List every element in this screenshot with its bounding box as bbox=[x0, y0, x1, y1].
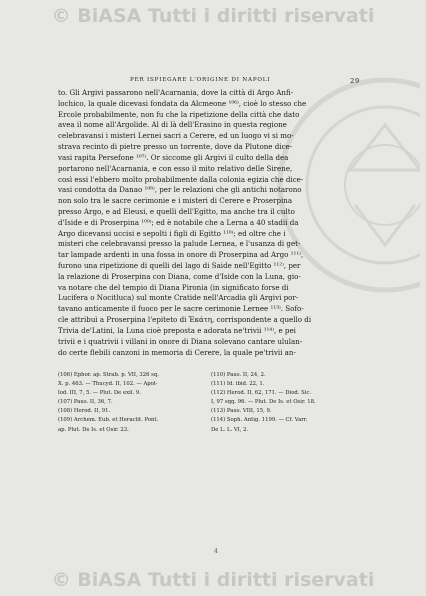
footnote-line: (113) Paus. VIII, 15, 9. bbox=[211, 408, 272, 415]
footnote-line: (112) Herod. II, 62, 171. — Diod. Sic. bbox=[211, 390, 312, 397]
text-line: lochico, la quale dicevasi fondata da Alcmeone ¹⁰⁶⁾, cioè lo stesso che bbox=[58, 98, 307, 108]
text-line: avea il nome all'Argolide. Al di là dell'Erasino in questa regione bbox=[58, 120, 287, 130]
footnotes-left-column bbox=[58, 371, 207, 435]
footnote-line: De L. L. VI, 2. bbox=[211, 426, 249, 433]
text-line: trivii e i quatrivii i villani in onore di Diana solevano cantare ululan- bbox=[58, 336, 303, 346]
text-line: presso Argo, e ad Eleusi, e quelli dell'Egitto, ma anche tra il culto bbox=[58, 206, 295, 216]
text-line: furono una ripetizione di quelli del lago di Saide nell'Egitto ¹¹²⁾, per bbox=[58, 261, 301, 270]
text-line: va notare che del tempio di Diana Pironia (in significato forse di bbox=[58, 282, 289, 292]
text-line: tar lampade ardenti in una fossa in onore di Proserpina ad Argo ¹¹¹⁾, bbox=[58, 250, 304, 260]
text-line: strava recinto di pietre presso un torrente, dove da Plutone dice- bbox=[58, 142, 293, 152]
text-line: Ercole probabilmente, non fu che la ripetizione della città che dato bbox=[58, 109, 300, 119]
watermark-bottom: © BiASA Tutti i diritti riservati bbox=[51, 569, 375, 591]
footnote-line: (111) Id. ibid. 22, 1. bbox=[211, 381, 265, 388]
running-title: PER ISPIEGARE L'ORIGINE DI NAPOLI bbox=[130, 77, 271, 83]
text-line: così essi l'ebbero molto probabilmente dalla colonia egizia che dice- bbox=[58, 174, 304, 184]
text-line: Argo dicevansi uccisi e sepolti i figli di Egitto ¹¹⁰⁾; ed oltre che i bbox=[58, 228, 286, 238]
footnote-line: ap. Plut. De Is. et Osir. 23. bbox=[58, 426, 129, 433]
page-header bbox=[58, 77, 360, 87]
footnote-line: lod. III, 7, 5. — Plut. De exil. 9. bbox=[58, 390, 141, 397]
signature-mark: 4 bbox=[214, 548, 218, 555]
text-line: misteri che celebravansi presso la palude Lernea, e l'usanza di get- bbox=[58, 239, 301, 249]
footnote-line: (109) Archem. Eub. et Heraclit. Pont. bbox=[58, 417, 159, 424]
text-line: d'Iside e di Proserpina ¹⁰⁹⁾; ed è notabile che a Lerna a 40 stadii da bbox=[58, 217, 299, 227]
text-line: vasi rapita Persefone ¹⁰⁷⁾. Or siccome gli Argivi il culto della dea bbox=[58, 152, 289, 162]
text-line: Trivia de'Latini, la Luna cioè preposta e adorata ne'trivii ¹¹⁴⁾, e pei bbox=[58, 325, 296, 335]
text-line: celebravansi i misteri Lernei sacri a Cerere, ed un luogo vi si mo- bbox=[58, 131, 294, 141]
watermark-top: © BiASA Tutti i diritti riservati bbox=[51, 5, 375, 27]
text-line: vasi condotta da Danao ¹⁰⁸⁾, per le relazioni che gli antichi notarono bbox=[58, 185, 302, 195]
footnote-line: X. p. 463. — Thucyd. II, 102. — Apol- bbox=[58, 381, 158, 388]
text-line: to. Gli Argivi passarono nell'Acarnania, dove la città di Argo Anfi- bbox=[58, 88, 294, 97]
page-number: 29 bbox=[350, 77, 360, 85]
text-line: do certe flebili canzoni in memoria di Cerere, la quale pe'trivii an- bbox=[58, 347, 296, 357]
footnote-line: (107) Paus. II, 36, 7. bbox=[58, 399, 113, 406]
text-line: Lucifera o Nocitluca) sul monte Cratide nell'Arcadia gli Argivi por- bbox=[58, 293, 299, 303]
footnote-line: I, 97 sqq. 96. — Plut. De Is. et Osir. 18. bbox=[211, 399, 316, 406]
footnotes bbox=[58, 371, 360, 435]
body-text bbox=[58, 88, 360, 358]
footnote-line: (114) Soph. Antig. 1199. — Cf. Varr. bbox=[211, 417, 308, 424]
footnote-line: (110) Paus. II, 24, 2. bbox=[211, 372, 266, 378]
text-line: la relazione di Proserpina con Diana, come d'Iside con la Luna, gio- bbox=[58, 271, 301, 281]
text-line: cle attribuì a Proserpina l'epiteto di Ἑκάτη, corrispondente a quello di bbox=[58, 315, 312, 325]
text-line: tavano anticamente il fuoco per le sacre cerimonie Lernee ¹¹³⁾. Sofo- bbox=[58, 304, 304, 314]
text-line: portarono nell'Acarnania, e con esso il mito relativo delle Sirene, bbox=[58, 163, 293, 173]
footnote-line: (108) Herod. II, 91. bbox=[58, 408, 111, 415]
footnotes-right-column bbox=[211, 371, 360, 435]
footnote-line: (106) Ephor. ap. Strab. p. VII, 326 sq. bbox=[58, 372, 159, 378]
text-line: non solo tra le sacre cerimonie e i misteri di Cerere e Proserpina bbox=[58, 196, 293, 206]
